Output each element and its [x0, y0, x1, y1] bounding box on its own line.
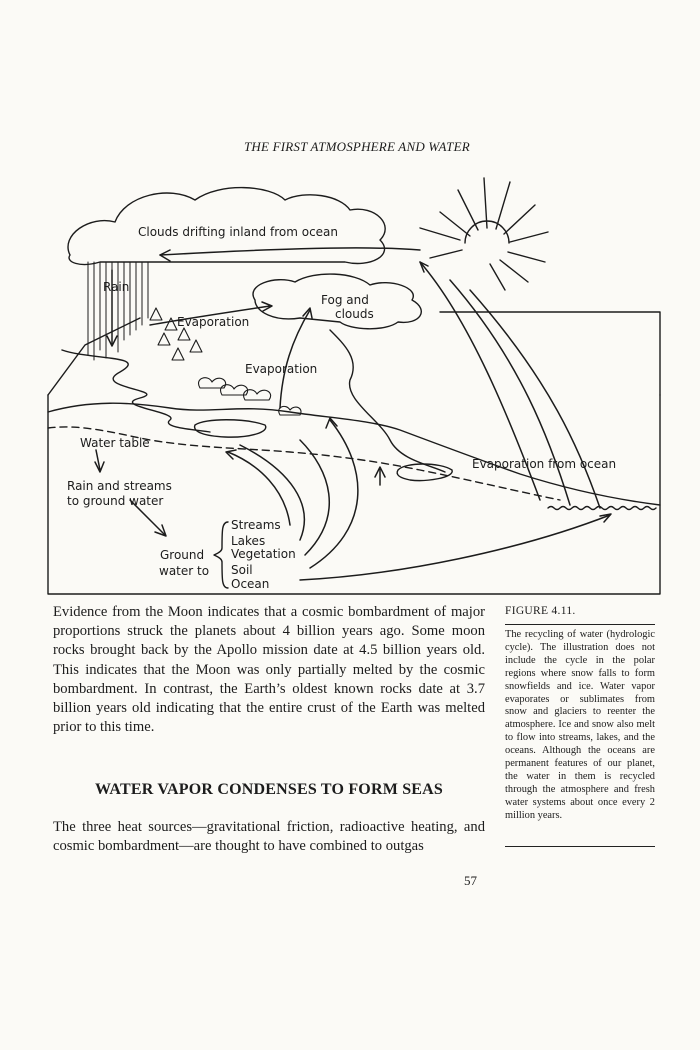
source-ocean: Ocean [231, 577, 270, 591]
label-clouds-inland: Clouds drifting inland from ocean [138, 225, 339, 239]
figure-caption-title: FIGURE 4.11. [505, 605, 576, 617]
source-lakes: Lakes [231, 534, 266, 548]
label-rain-streams-1: Rain and streams [67, 479, 172, 493]
caption-divider-bottom [505, 846, 655, 847]
body-paragraph-2: The three heat sources—gravitational friction, radioactive heating, and cosmic bombardment—are thought to have combined to outgas [53, 819, 485, 855]
label-evaporation-ocean: Evaporation from ocean [472, 457, 617, 471]
running-head: THE FIRST ATMOSPHERE AND WATER [244, 139, 470, 154]
sources-brace [214, 522, 228, 588]
section-heading: WATER VAPOR CONDENSES TO FORM SEAS [94, 781, 444, 798]
page-number: 57 [464, 873, 477, 888]
label-fog-1: Fog and [321, 293, 369, 307]
label-water-table: Water table [80, 436, 150, 450]
ocean-far-edge [440, 312, 660, 395]
rain-streaks [88, 262, 148, 360]
body-paragraph-1: Evidence from the Moon indicates that a cosmic bombardment of major proportions struck the planets about 4 billion years ago. Some moon rocks brought back by the Apollo mission date at 4.5 billion years old. This indicates that the Moon was only partially melted by the cosmic bombardment. In contrast, the Earth’s oldest known rocks date at 3.7 billion years old indicating that the entire crust of the Earth was melted prior to this time. [53, 604, 485, 736]
source-streams: Streams [231, 518, 281, 532]
label-evaporation-center: Evaporation [245, 362, 318, 376]
label-evaporation-left: Evaporation [177, 315, 250, 329]
source-soil: Soil [231, 563, 253, 577]
caption-divider-top [505, 624, 655, 625]
sun-icon [420, 178, 548, 290]
label-rain-streams-2: to ground water [67, 494, 164, 508]
lake [195, 420, 266, 437]
ocean-surface [548, 507, 656, 510]
river [62, 350, 210, 432]
label-fog-2: clouds [335, 307, 374, 321]
label-ground-1: Ground [160, 548, 205, 562]
label-rain: Rain [103, 280, 130, 294]
coastline [330, 330, 445, 472]
figure-caption-text: The recycling of water (hydrologic cycle). The illustration does not include the cycle in the polar regions where snow falls to form snowfields and ice. Water vapor evaporates or sublimates from snow and glaciers to reenter the atmosphere. Ice and snow also melt to flow into streams, lakes, and the oceans. Although the oceans are permanent features of our planet, the water in them is recycled through the atmosphere and fresh water systems about once every 2 million years. [505, 629, 655, 821]
label-ground-2: water to [159, 564, 210, 578]
source-vegetation: Vegetation [231, 547, 296, 561]
